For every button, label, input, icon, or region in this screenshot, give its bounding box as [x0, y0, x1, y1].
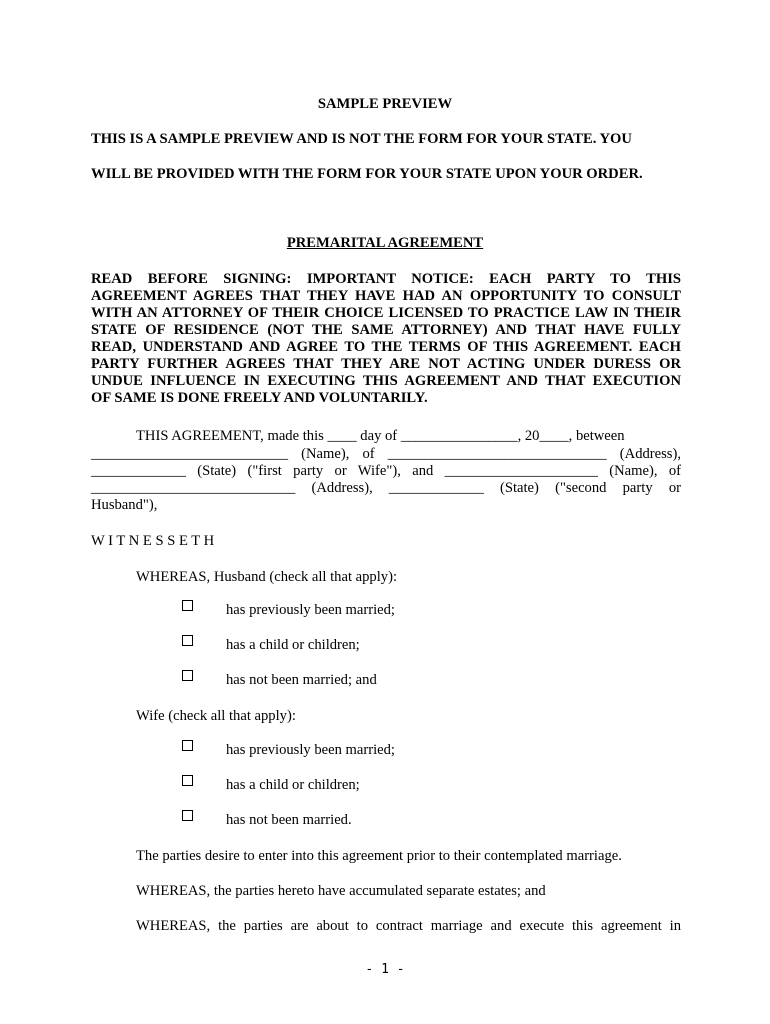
notice-line: WITH AN ATTORNEY OF THEIR CHOICE LICENSED TO PRACTICE LAW IN THEIR — [91, 305, 681, 321]
wife-not-married-checkbox[interactable] — [182, 810, 193, 821]
husband-has-children-label: has a child or children; — [226, 637, 360, 653]
wife-heading: Wife (check all that apply): — [136, 708, 296, 724]
intro-line: ____________________________ (Address), _____________ (State) ("second party or — [91, 480, 681, 496]
notice-line: PARTY FURTHER AGREES THAT THEY ARE NOT ACTING UNDER DURESS OR — [91, 356, 681, 372]
wife-has-children-checkbox[interactable] — [182, 775, 193, 786]
intro-line: _____________ (State) ("first party or Wife"), and _____________________ (Name), of — [91, 463, 681, 479]
notice-line: AGREEMENT AGREES THAT THEY HAVE HAD AN OPPORTUNITY TO CONSULT — [91, 288, 681, 304]
paragraph-contract-marriage: WHEREAS, the parties are about to contract marriage and execute this agreement in — [136, 918, 681, 934]
witnesseth-heading: W I T N E S S E T H — [91, 533, 215, 549]
paragraph-separate-estates: WHEREAS, the parties hereto have accumulated separate estates; and — [136, 883, 546, 899]
husband-previously-married-label: has previously been married; — [226, 602, 395, 618]
husband-not-married-checkbox[interactable] — [182, 670, 193, 681]
intro-line: THIS AGREEMENT, made this ____ day of ________________, 20____, between — [136, 428, 625, 444]
page-number: - 1 - — [365, 962, 405, 977]
wife-previously-married-label: has previously been married; — [226, 742, 395, 758]
wife-not-married-label: has not been married. — [226, 812, 352, 828]
sample-notice-line-1: THIS IS A SAMPLE PREVIEW AND IS NOT THE FORM FOR YOUR STATE. YOU — [91, 131, 632, 147]
husband-not-married-label: has not been married; and — [226, 672, 377, 688]
husband-heading: WHEREAS, Husband (check all that apply): — [136, 569, 397, 585]
notice-line: READ BEFORE SIGNING: IMPORTANT NOTICE: EACH PARTY TO THIS — [91, 271, 681, 287]
wife-previously-married-checkbox[interactable] — [182, 740, 193, 751]
wife-has-children-label: has a child or children; — [226, 777, 360, 793]
notice-line: UNDUE INFLUENCE IN EXECUTING THIS AGREEMENT AND THAT EXECUTION — [91, 373, 681, 389]
intro-line: Husband"), — [91, 497, 158, 513]
notice-line: READ, UNDERSTAND AND AGREE TO THE TERMS OF THIS AGREEMENT. EACH — [91, 339, 681, 355]
husband-previously-married-checkbox[interactable] — [182, 600, 193, 611]
notice-line: OF SAME IS DONE FREELY AND VOLUNTARILY. — [91, 390, 428, 406]
document-title: PREMARITAL AGREEMENT — [286, 235, 484, 251]
intro-line: ___________________________ (Name), of ______________________________ (Address), — [91, 446, 681, 462]
paragraph-desire: The parties desire to enter into this agreement prior to their contemplated marriage. — [136, 848, 622, 864]
sample-preview-title: SAMPLE PREVIEW — [317, 96, 453, 112]
husband-has-children-checkbox[interactable] — [182, 635, 193, 646]
sample-notice-line-2: WILL BE PROVIDED WITH THE FORM FOR YOUR STATE UPON YOUR ORDER. — [91, 166, 643, 182]
notice-line: STATE OF RESIDENCE (NOT THE SAME ATTORNEY) AND THAT HAVE FULLY — [91, 322, 681, 338]
